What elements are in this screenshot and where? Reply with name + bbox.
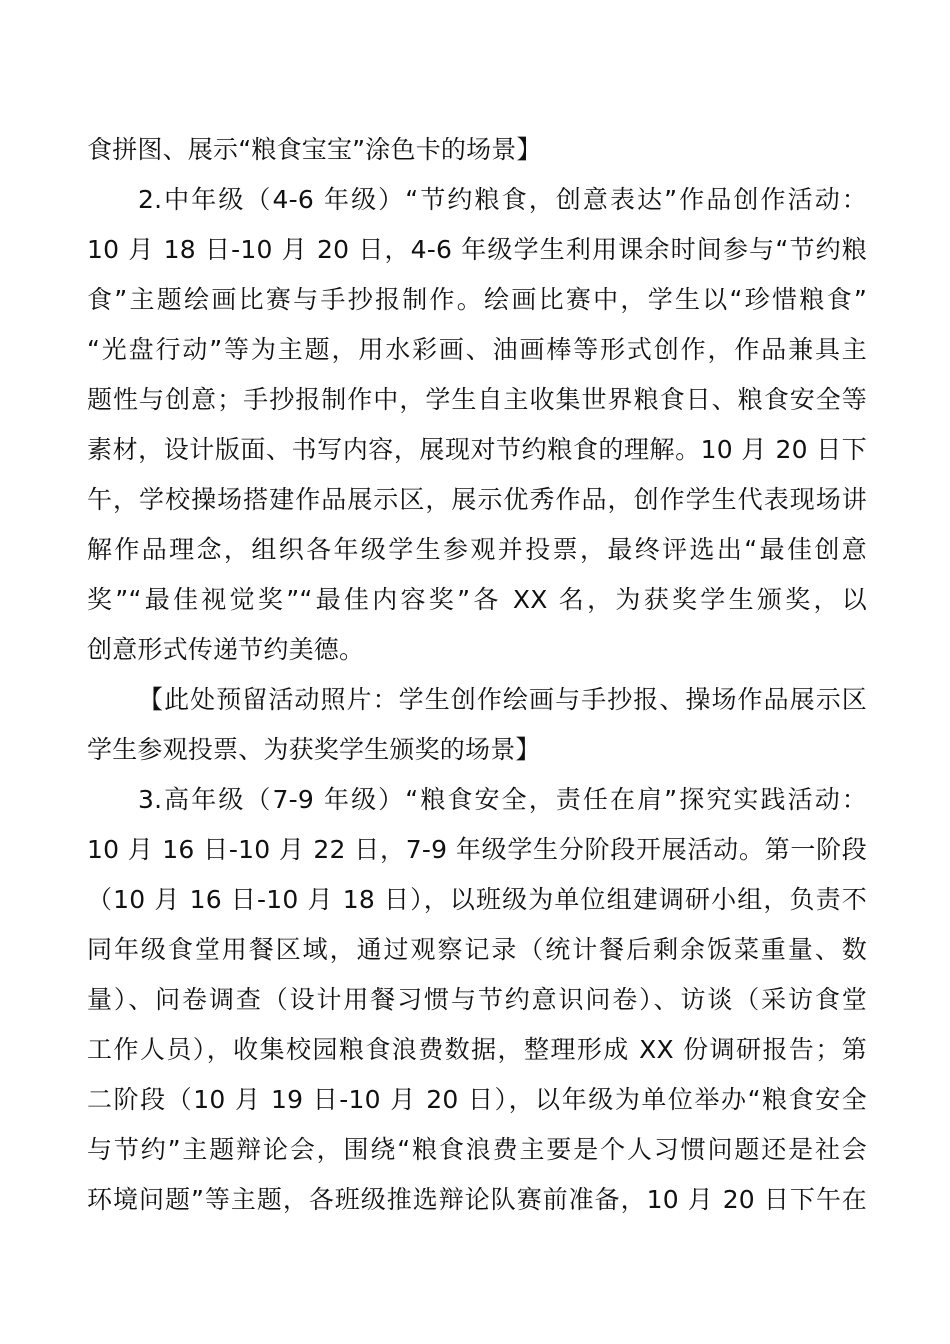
text-line: 食拼图、展示“粮食宝宝”涂色卡的场景】 [87, 135, 542, 164]
section-heading: 3.高年级（7-9 年级）“粮食安全，责任在肩”探究实践活动： [138, 785, 867, 814]
text-line: （10 月 16 日-10 月 18 日），以班级为单位组建调研小组，负责不 [87, 885, 867, 914]
text-line: 奖”“最佳视觉奖”“最佳内容奖”各 XX 名，为获奖学生颁奖，以 [87, 585, 867, 614]
text-line: 量）、问卷调查（设计用餐习惯与节约意识问卷）、访谈（采访食堂 [87, 985, 867, 1014]
photo-placeholder-note: 学生参观投票、为获奖学生颁奖的场景】 [87, 735, 541, 764]
text-line: 工作人员），收集校园粮食浪费数据，整理形成 XX 份调研报告；第 [87, 1035, 867, 1064]
text-line: 同年级食堂用餐区域，通过观察记录（统计餐后剩余饭菜重量、数 [87, 935, 867, 964]
text-line: 解作品理念，组织各年级学生参观并投票，最终评选出“最佳创意 [87, 535, 867, 564]
text-line: 10 月 18 日-10 月 20 日，4-6 年级学生利用课余时间参与“节约粮 [87, 235, 867, 264]
text-line: “光盘行动”等为主题，用水彩画、油画棒等形式创作，作品兼具主 [87, 335, 867, 364]
text-line: 10 月 16 日-10 月 22 日，7-9 年级学生分阶段开展活动。第一阶段 [87, 835, 867, 864]
text-line: 创意形式传递节约美德。 [87, 635, 365, 664]
photo-placeholder-note: 【此处预留活动照片：学生创作绘画与手抄报、操场作品展示区 [138, 685, 867, 714]
text-line: 二阶段（10 月 19 日-10 月 20 日），以年级为单位举办“粮食安全 [87, 1085, 867, 1114]
text-line: 题性与创意；手抄报制作中，学生自主收集世界粮食日、粮食安全等 [87, 385, 867, 414]
text-line: 素材，设计版面、书写内容，展现对节约粮食的理解。10 月 20 日下 [87, 435, 867, 464]
text-line: 食”主题绘画比赛与手抄报制作。绘画比赛中，学生以“珍惜粮食” [87, 285, 867, 314]
text-line: 午，学校操场搭建作品展示区，展示优秀作品，创作学生代表现场讲 [87, 485, 867, 514]
text-line: 与节约”主题辩论会，围绕“粮食浪费主要是个人习惯问题还是社会 [87, 1135, 867, 1164]
section-heading: 2.中年级（4-6 年级）“节约粮食，创意表达”作品创作活动： [138, 185, 867, 214]
text-line: 环境问题”等主题，各班级推选辩论队赛前准备，10 月 20 日下午在 [87, 1185, 867, 1214]
